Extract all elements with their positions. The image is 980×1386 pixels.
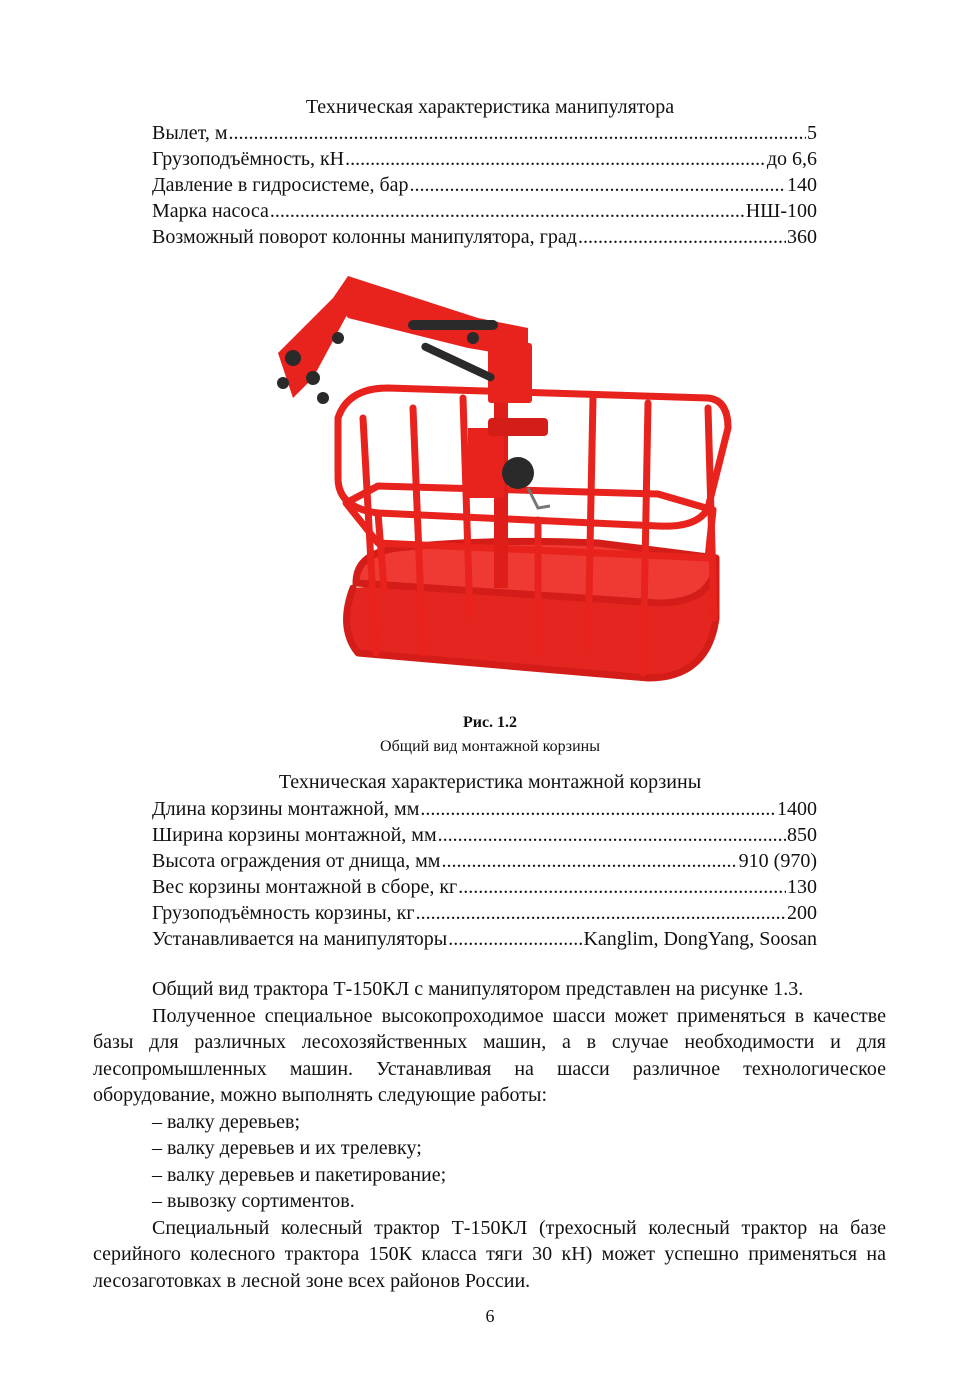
spec-label: Ширина корзины монтажной, мм — [152, 824, 437, 846]
page-number: 6 — [485, 1306, 495, 1326]
list-item: – вывозку сортиментов. — [152, 1190, 355, 1212]
spec-label: Вылет, м — [152, 122, 228, 144]
basket-photo — [238, 258, 738, 708]
paragraph: Общий вид трактора Т-150КЛ с манипулятором представлен на рисунке 1.3. — [152, 978, 804, 1000]
list-item: – валку деревьев и пакетирование; — [152, 1163, 447, 1186]
spec-label: Высота ограждения от днища, мм — [152, 850, 441, 872]
basket-spec-list — [152, 796, 817, 952]
spec-row — [152, 146, 817, 172]
spec-value: 200 — [787, 902, 817, 924]
spec-row — [152, 120, 817, 146]
list-item: – валку деревьев; — [152, 1110, 301, 1133]
spec-value: до 6,6 — [766, 148, 817, 170]
spec-value: 850 — [787, 824, 817, 846]
list-item: – валку деревьев и их трелевку; — [152, 1137, 422, 1159]
spec-label: Давление в гидросистеме, бар — [152, 174, 409, 196]
spec-label: Устанавливается на манипуляторы — [152, 928, 448, 950]
spec-value: 360 — [787, 226, 817, 248]
body-text — [93, 976, 886, 1294]
spec-row — [152, 900, 817, 926]
spec-row — [152, 874, 817, 900]
spec-label: Грузоподъёмность, кН — [152, 148, 345, 170]
spec-value: 130 — [787, 876, 817, 898]
spec-label: Марка насоса — [152, 200, 269, 222]
figure-caption: Общий вид монтажной корзины — [380, 738, 600, 755]
spec-row — [152, 822, 817, 848]
spec-label: Грузоподъёмность корзины, кг — [152, 902, 415, 924]
paragraph: Полученное специальное высокопроходимое шасси может применяться в качестве базы для различных лесохозяйственных машин, а в случае необходимости и для лесопромышленных машин. Устанавливая на шасси различное технологическое оборудование, можно выполнять следующие работы: — [93, 1004, 886, 1106]
basket-spec-title: Техническая характеристика монтажной корзины — [278, 771, 702, 793]
spec-value: 910 (970) — [738, 850, 817, 872]
manipulator-spec-title: Техническая характеристика манипулятора — [305, 96, 675, 118]
spec-label: Возможный поворот колонны манипулятора, град — [152, 226, 577, 248]
manipulator-spec-list — [152, 120, 817, 250]
spec-row — [152, 224, 817, 250]
spec-row — [152, 198, 817, 224]
spec-row — [152, 926, 817, 952]
spec-value: 5 — [807, 122, 817, 144]
figure-label: Рис. 1.2 — [462, 714, 518, 731]
spec-row — [152, 172, 817, 198]
spec-label: Вес корзины монтажной в сборе, кг — [152, 876, 458, 898]
spec-row — [152, 796, 817, 822]
spec-value: Kanglim, DongYang, Soosan — [583, 928, 817, 950]
paragraph: Специальный колесный трактор Т-150КЛ (трехосный колесный трактор на базе серийного колесного трактора 150К класса тяги 30 кН) может успешно применяться на лесозаготовках в лесной зоне всех районов России. — [93, 1216, 886, 1292]
spec-value: НШ-100 — [745, 200, 817, 222]
spec-value: 140 — [787, 174, 817, 196]
spec-label: Длина корзины монтажной, мм — [152, 798, 420, 820]
spec-row — [152, 848, 817, 874]
spec-value: 1400 — [777, 798, 817, 820]
